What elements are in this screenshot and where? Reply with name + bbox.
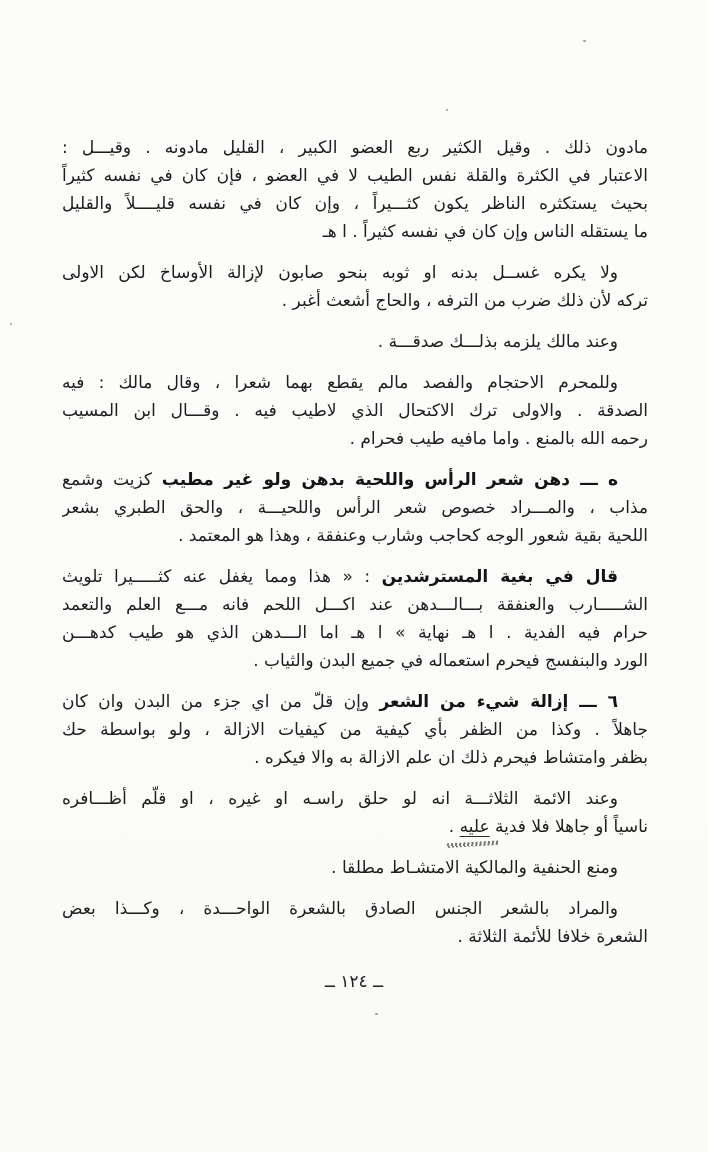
text-segment: تركه لأن ذلك ضرب من الترفه ، والحاج أشعث أغبر . [281, 291, 648, 311]
text-line [62, 397, 648, 425]
text-line [62, 923, 648, 951]
text-segment: الصدقة . والاولى ترك الاكتحال الذي لاطيب فيه . وقـــال ابن المسيب [62, 401, 648, 421]
text-segment: ومنع الحنفية والمالكية الامتشـاط مطلقا . [331, 858, 618, 878]
text-segment: ما يستقله الناس وإن كان في نفسه كثيراً . ا هـ [322, 222, 648, 242]
text-line [62, 744, 648, 772]
text-segment: وللمحرم الاحتجام والفصد مالم يقطع بهما شعرا ، وقال مالك : فيه [62, 373, 618, 393]
text-segment: رحمه الله بالمنع . واما مافيه طيب فحرام . [349, 429, 648, 449]
scan-speckle [583, 40, 586, 42]
scan-speckle [10, 323, 12, 325]
heading-text-segment: ه ـــ دهن شعر الرأس واللحية بدهن ولو غير مطيب [161, 470, 618, 490]
text-line [62, 563, 648, 591]
text-line [62, 259, 648, 287]
text-segment: كزيت وشمع [62, 470, 162, 490]
paragraph [62, 259, 648, 315]
text-segment: الشعرة خلافا للأئمة الثلاثة . [457, 927, 648, 947]
paragraph [62, 328, 648, 356]
text-segment: حرام فيه الفدية . ا هـ نهاية » ا هـ اما الـــدهن الذي هو طيب كدهـــن [62, 623, 648, 643]
text-segment: مذاب ، والمـــراد خصوص شعر الرأس واللحيـــة ، والحق الطبري بشعر [62, 498, 648, 518]
paragraph [62, 895, 648, 951]
text-line [62, 522, 648, 550]
text-line [62, 466, 648, 494]
text-segment: ولا يكره غســل بدنه او ثوبه بنحو صابون لإزالة الأوساخ لكن الاولى [62, 263, 618, 283]
paragraph [62, 134, 648, 246]
text-segment: : « هذا ومما يغفل عنه كثـــــيرا تلويث [62, 567, 382, 587]
text-line [62, 218, 648, 246]
text-segment: . [448, 817, 460, 837]
page-number: ــ ١٢٤ ــ [324, 972, 384, 992]
text-segment: وإن قلّ من اي جزء من البدن وان كان [62, 692, 380, 712]
text-line [62, 716, 648, 744]
text-segment: الورد والبنفسج فيحرم استعماله في جميع البدن والثياب . [253, 651, 648, 671]
text-segment: بظفر وامتشاط فيحرم ذلك ان علم الازالة به والا فيكره . [254, 748, 648, 768]
text-line [62, 134, 648, 162]
text-line [62, 688, 648, 716]
text-line [62, 328, 648, 356]
scan-speckle [446, 109, 448, 111]
text-line [62, 287, 648, 315]
text-line [62, 895, 648, 923]
text-segment: ناسياً أو جاهلا فلا فدية [489, 817, 648, 837]
text-line [62, 190, 648, 218]
text-line [62, 591, 648, 619]
text-segment: عليه [459, 817, 490, 837]
text-segment: مادون ذلك . وقيل الكثير ربع العضو الكبير ، القليل مادونه . وقيـــل : [62, 138, 648, 158]
text-line [62, 425, 648, 453]
text-segment: الاعتبار في الكثرة والقلة نفس الطيب لا في العضو ، فإن كان في نفسه كثيراً [62, 166, 648, 186]
text-line [62, 369, 648, 397]
text-line [62, 647, 648, 675]
paragraph [62, 563, 648, 675]
text-segment: وعند مالك يلزمه بذلـــك صدقـــة . [377, 332, 618, 352]
paragraph [62, 785, 648, 841]
heading-text-segment: قال في بغية المسترشدين [381, 567, 618, 587]
text-line [62, 619, 648, 647]
paragraph [62, 854, 648, 882]
text-segment: بحيث يستكثره الناظر يكون كثـــيراً ، وإن كان في نفسه قليــــلاً والقليل [62, 194, 648, 214]
text-segment: اللحية بقية شعور الوجه كحاجب وشارب وعنفقة ، وهذا هو المعتمد . [178, 526, 648, 546]
text-line [62, 494, 648, 522]
paragraph [62, 688, 648, 772]
text-line [62, 854, 648, 882]
text-line [62, 785, 648, 813]
paragraph [62, 369, 648, 453]
text-line [62, 162, 648, 190]
body-text-block [62, 134, 648, 964]
text-segment: الشـــــارب والعنفقة بـــالـــدهن عند اكـــل اللحم فانه مـــع العلم والتعمد [62, 595, 648, 615]
heading-text-segment: ٦ ـــ إزالة شيء من الشعر [379, 692, 618, 712]
text-line [62, 813, 648, 841]
text-segment: وعند الائمة الثلاثـــة انه لو حلق راسـه او غيره ، او قلّم أظـــافره [62, 789, 618, 809]
paragraph [62, 466, 648, 550]
text-segment: والمراد بالشعر الجنس الصادق بالشعرة الواحـــدة ، وكـــذا بعض [62, 899, 618, 919]
scan-speckle [375, 1013, 378, 1015]
text-segment: جاهلاً . وكذا من الظفر بأي كيفية من كيفيات الازالة ، ولو بواسطة حك [62, 720, 648, 740]
